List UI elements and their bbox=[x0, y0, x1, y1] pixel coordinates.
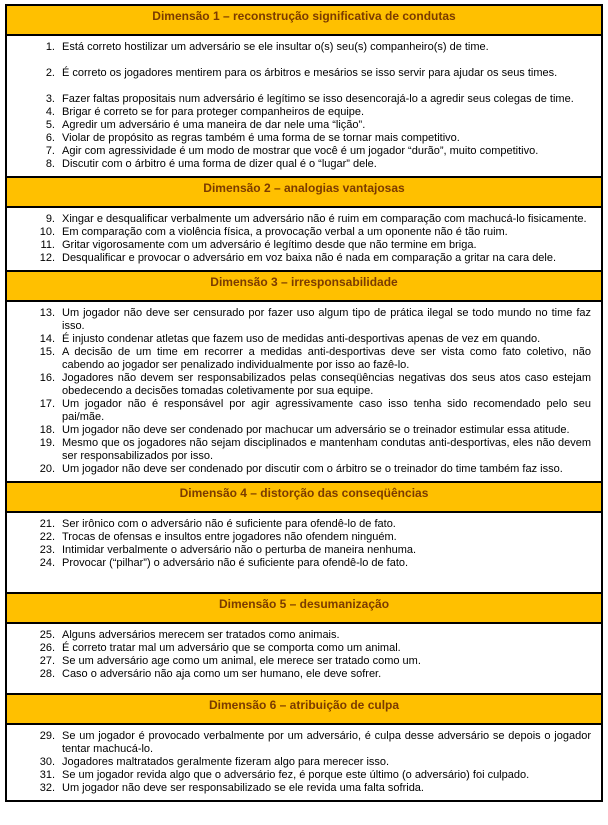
table-row bbox=[7, 557, 591, 570]
table-row bbox=[7, 213, 591, 226]
table-row bbox=[7, 655, 591, 668]
table-row bbox=[7, 463, 591, 476]
table-row bbox=[7, 531, 591, 544]
item-text: Gritar vigorosamente com um adversário é legítimo desde que não termine em briga. bbox=[62, 239, 477, 251]
item-text: Se um adversário age como um animal, ele merece ser tratado como um. bbox=[62, 655, 421, 667]
section-content-dimension-1 bbox=[7, 36, 601, 176]
item-text: Jogadores não devem ser responsabilizados pelas conseqüências negativas dos seus atos caso estejam obedecendo a decisões tomadas coletivamente por sua equipe. bbox=[62, 372, 591, 397]
item-text: Um jogador não deve ser responsabilizado se ele revida uma falta sofrida. bbox=[62, 782, 424, 794]
item-number: 24. bbox=[39, 557, 55, 569]
questionnaire-table bbox=[5, 4, 603, 802]
item-text: Um jogador não deve ser condenado por machucar um adversário se o treinador estimular essa atitude. bbox=[62, 424, 570, 436]
item-text: Se um jogador revida algo que o adversário fez, é porque este último (o adversário) foi culpado. bbox=[62, 769, 530, 781]
table-row bbox=[7, 145, 591, 158]
table-row bbox=[7, 437, 591, 463]
item-text: Xingar e desqualificar verbalmente um adversário não é ruim em comparação com machucá-lo fisicamente. bbox=[62, 213, 587, 225]
item-number: 8. bbox=[45, 158, 55, 170]
section-dimension-1 bbox=[7, 6, 601, 176]
table-row bbox=[7, 158, 591, 171]
item-number: 12. bbox=[39, 252, 55, 264]
item-number: 3. bbox=[45, 93, 55, 105]
section-dimension-4 bbox=[7, 481, 601, 592]
section-header-dimension-4: Dimensão 4 – distorção das conseqüências bbox=[7, 481, 601, 513]
item-number: 2. bbox=[45, 67, 55, 79]
item-text: Um jogador não deve ser condenado por discutir com o árbitro se o treinador do time também faz isso. bbox=[62, 463, 563, 475]
item-text: Brigar é correto se for para proteger companheiros de equipe. bbox=[62, 106, 365, 118]
section-header-dimension-6: Dimensão 6 – atribuição de culpa bbox=[7, 693, 601, 725]
table-row bbox=[7, 769, 591, 782]
item-number: 27. bbox=[39, 655, 55, 667]
table-row bbox=[7, 132, 591, 145]
item-number: 31. bbox=[39, 769, 55, 781]
table-row bbox=[7, 239, 591, 252]
table-row bbox=[7, 93, 591, 106]
item-text: Está correto hostilizar um adversário se ele insultar o(s) seu(s) companheiro(s) de time. bbox=[62, 41, 489, 53]
table-row bbox=[7, 226, 591, 239]
item-number: 25. bbox=[39, 629, 55, 641]
table-row bbox=[7, 424, 591, 437]
item-number: 28. bbox=[39, 668, 55, 680]
item-text: Alguns adversários merecem ser tratados como animais. bbox=[62, 629, 340, 641]
item-text: Violar de propósito as regras também é uma forma de se tornar mais competitivo. bbox=[62, 132, 460, 144]
item-text: A decisão de um time em recorrer a medidas anti-desportivas deve ser vista como fato coletivo, não cabendo ao jogador ser penalizado individualmente por isso ao fazê-lo. bbox=[62, 346, 591, 371]
section-content-dimension-2 bbox=[7, 208, 601, 270]
section-header-dimension-1: Dimensão 1 – reconstrução significativa de condutas bbox=[7, 6, 601, 36]
item-number: 21. bbox=[39, 518, 55, 530]
item-number: 10. bbox=[39, 226, 55, 238]
item-text: Jogadores maltratados geralmente fizeram algo para merecer isso. bbox=[62, 756, 390, 768]
item-number: 29. bbox=[39, 730, 55, 742]
table-row bbox=[7, 346, 591, 372]
item-text: Intimidar verbalmente o adversário não o perturba de maneira nenhuma. bbox=[62, 544, 417, 556]
table-row bbox=[7, 544, 591, 557]
item-number: 13. bbox=[39, 307, 55, 319]
item-number: 19. bbox=[39, 437, 55, 449]
table-row bbox=[7, 629, 591, 642]
table-row bbox=[7, 307, 591, 333]
table-row bbox=[7, 668, 591, 681]
section-header-dimension-2: Dimensão 2 – analogias vantajosas bbox=[7, 176, 601, 208]
item-text: Provocar (“pilhar”) o adversário não é suficiente para ofendê-lo de fato. bbox=[62, 557, 409, 569]
item-text: É injusto condenar atletas que fazem uso de medidas anti-desportivas apenas de vez em quando. bbox=[62, 333, 541, 345]
item-number: 1. bbox=[45, 41, 55, 53]
table-row bbox=[7, 67, 591, 80]
table-row bbox=[7, 518, 591, 531]
table-row bbox=[7, 756, 591, 769]
section-content-dimension-6 bbox=[7, 725, 601, 800]
item-text: Um jogador não deve ser censurado por fazer uso algum tipo de prática ilegal se todo mundo no time faz isso. bbox=[62, 307, 591, 332]
item-number: 14. bbox=[39, 333, 55, 345]
item-number: 9. bbox=[45, 213, 55, 225]
item-text: Um jogador não é responsável por agir agressivamente caso isso tenha sido recomendado pelo seu pai/mãe. bbox=[62, 398, 591, 423]
item-text: Desqualificar e provocar o adversário em voz baixa não é nada em comparação a gritar na cara dele. bbox=[62, 252, 557, 264]
table-row bbox=[7, 730, 591, 756]
item-number: 15. bbox=[39, 346, 55, 358]
item-text: Discutir com o árbitro é uma forma de dizer qual é o “lugar” dele. bbox=[62, 158, 377, 170]
item-text: Trocas de ofensas e insultos entre jogadores não ofendem ninguém. bbox=[62, 531, 397, 543]
table-row bbox=[7, 372, 591, 398]
section-header-dimension-5: Dimensão 5 – desumanização bbox=[7, 592, 601, 624]
table-row bbox=[7, 119, 591, 132]
section-content-dimension-5 bbox=[7, 624, 601, 693]
item-text: É correto tratar mal um adversário que se comporta como um animal. bbox=[62, 642, 401, 654]
item-number: 18. bbox=[39, 424, 55, 436]
item-number: 23. bbox=[39, 544, 55, 556]
table-row bbox=[7, 41, 591, 54]
item-number: 11. bbox=[40, 239, 55, 251]
item-text: Ser irônico com o adversário não é suficiente para ofendê-lo de fato. bbox=[62, 518, 396, 530]
section-dimension-2 bbox=[7, 176, 601, 270]
item-number: 22. bbox=[39, 531, 55, 543]
item-number: 6. bbox=[45, 132, 55, 144]
item-text: Em comparação com a violência física, a provocação verbal a um oponente não é tão ruim. bbox=[62, 226, 508, 238]
item-number: 30. bbox=[39, 756, 55, 768]
section-dimension-6 bbox=[7, 693, 601, 800]
item-text: Agredir um adversário é uma maneira de dar nele uma “lição”. bbox=[62, 119, 366, 131]
item-text: É correto os jogadores mentirem para os árbitros e mesários se isso servir para ajudar os seus times. bbox=[62, 67, 558, 79]
item-number: 4. bbox=[45, 106, 55, 118]
section-content-dimension-4 bbox=[7, 513, 601, 592]
item-number: 17. bbox=[39, 398, 55, 410]
section-dimension-5 bbox=[7, 592, 601, 693]
section-header-dimension-3: Dimensão 3 – irresponsabilidade bbox=[7, 270, 601, 302]
section-content-dimension-3 bbox=[7, 302, 601, 481]
item-text: Caso o adversário não aja como um ser humano, ele deve sofrer. bbox=[62, 668, 382, 680]
item-number: 20. bbox=[39, 463, 55, 475]
item-number: 7. bbox=[45, 145, 55, 157]
table-row bbox=[7, 252, 591, 265]
table-row bbox=[7, 642, 591, 655]
table-row bbox=[7, 782, 591, 795]
table-row bbox=[7, 106, 591, 119]
item-number: 5. bbox=[45, 119, 55, 131]
item-text: Mesmo que os jogadores não sejam disciplinados e mantenham condutas anti-desportivas, eles não devem ser responsabilizados por isso. bbox=[62, 437, 591, 462]
section-dimension-3 bbox=[7, 270, 601, 481]
item-text: Agir com agressividade é um modo de mostrar que você é um jogador “durão”, muito competitivo. bbox=[62, 145, 539, 157]
item-number: 26. bbox=[39, 642, 55, 654]
table-row bbox=[7, 333, 591, 346]
table-row bbox=[7, 398, 591, 424]
item-text: Fazer faltas propositais num adversário é legítimo se isso desencorajá-lo a agredir seus colegas de time. bbox=[62, 93, 574, 105]
item-number: 16. bbox=[39, 372, 55, 384]
item-number: 32. bbox=[39, 782, 55, 794]
item-text: Se um jogador é provocado verbalmente por um adversário, é culpa desse adversário se depois o jogador tentar machucá-lo. bbox=[62, 730, 591, 755]
